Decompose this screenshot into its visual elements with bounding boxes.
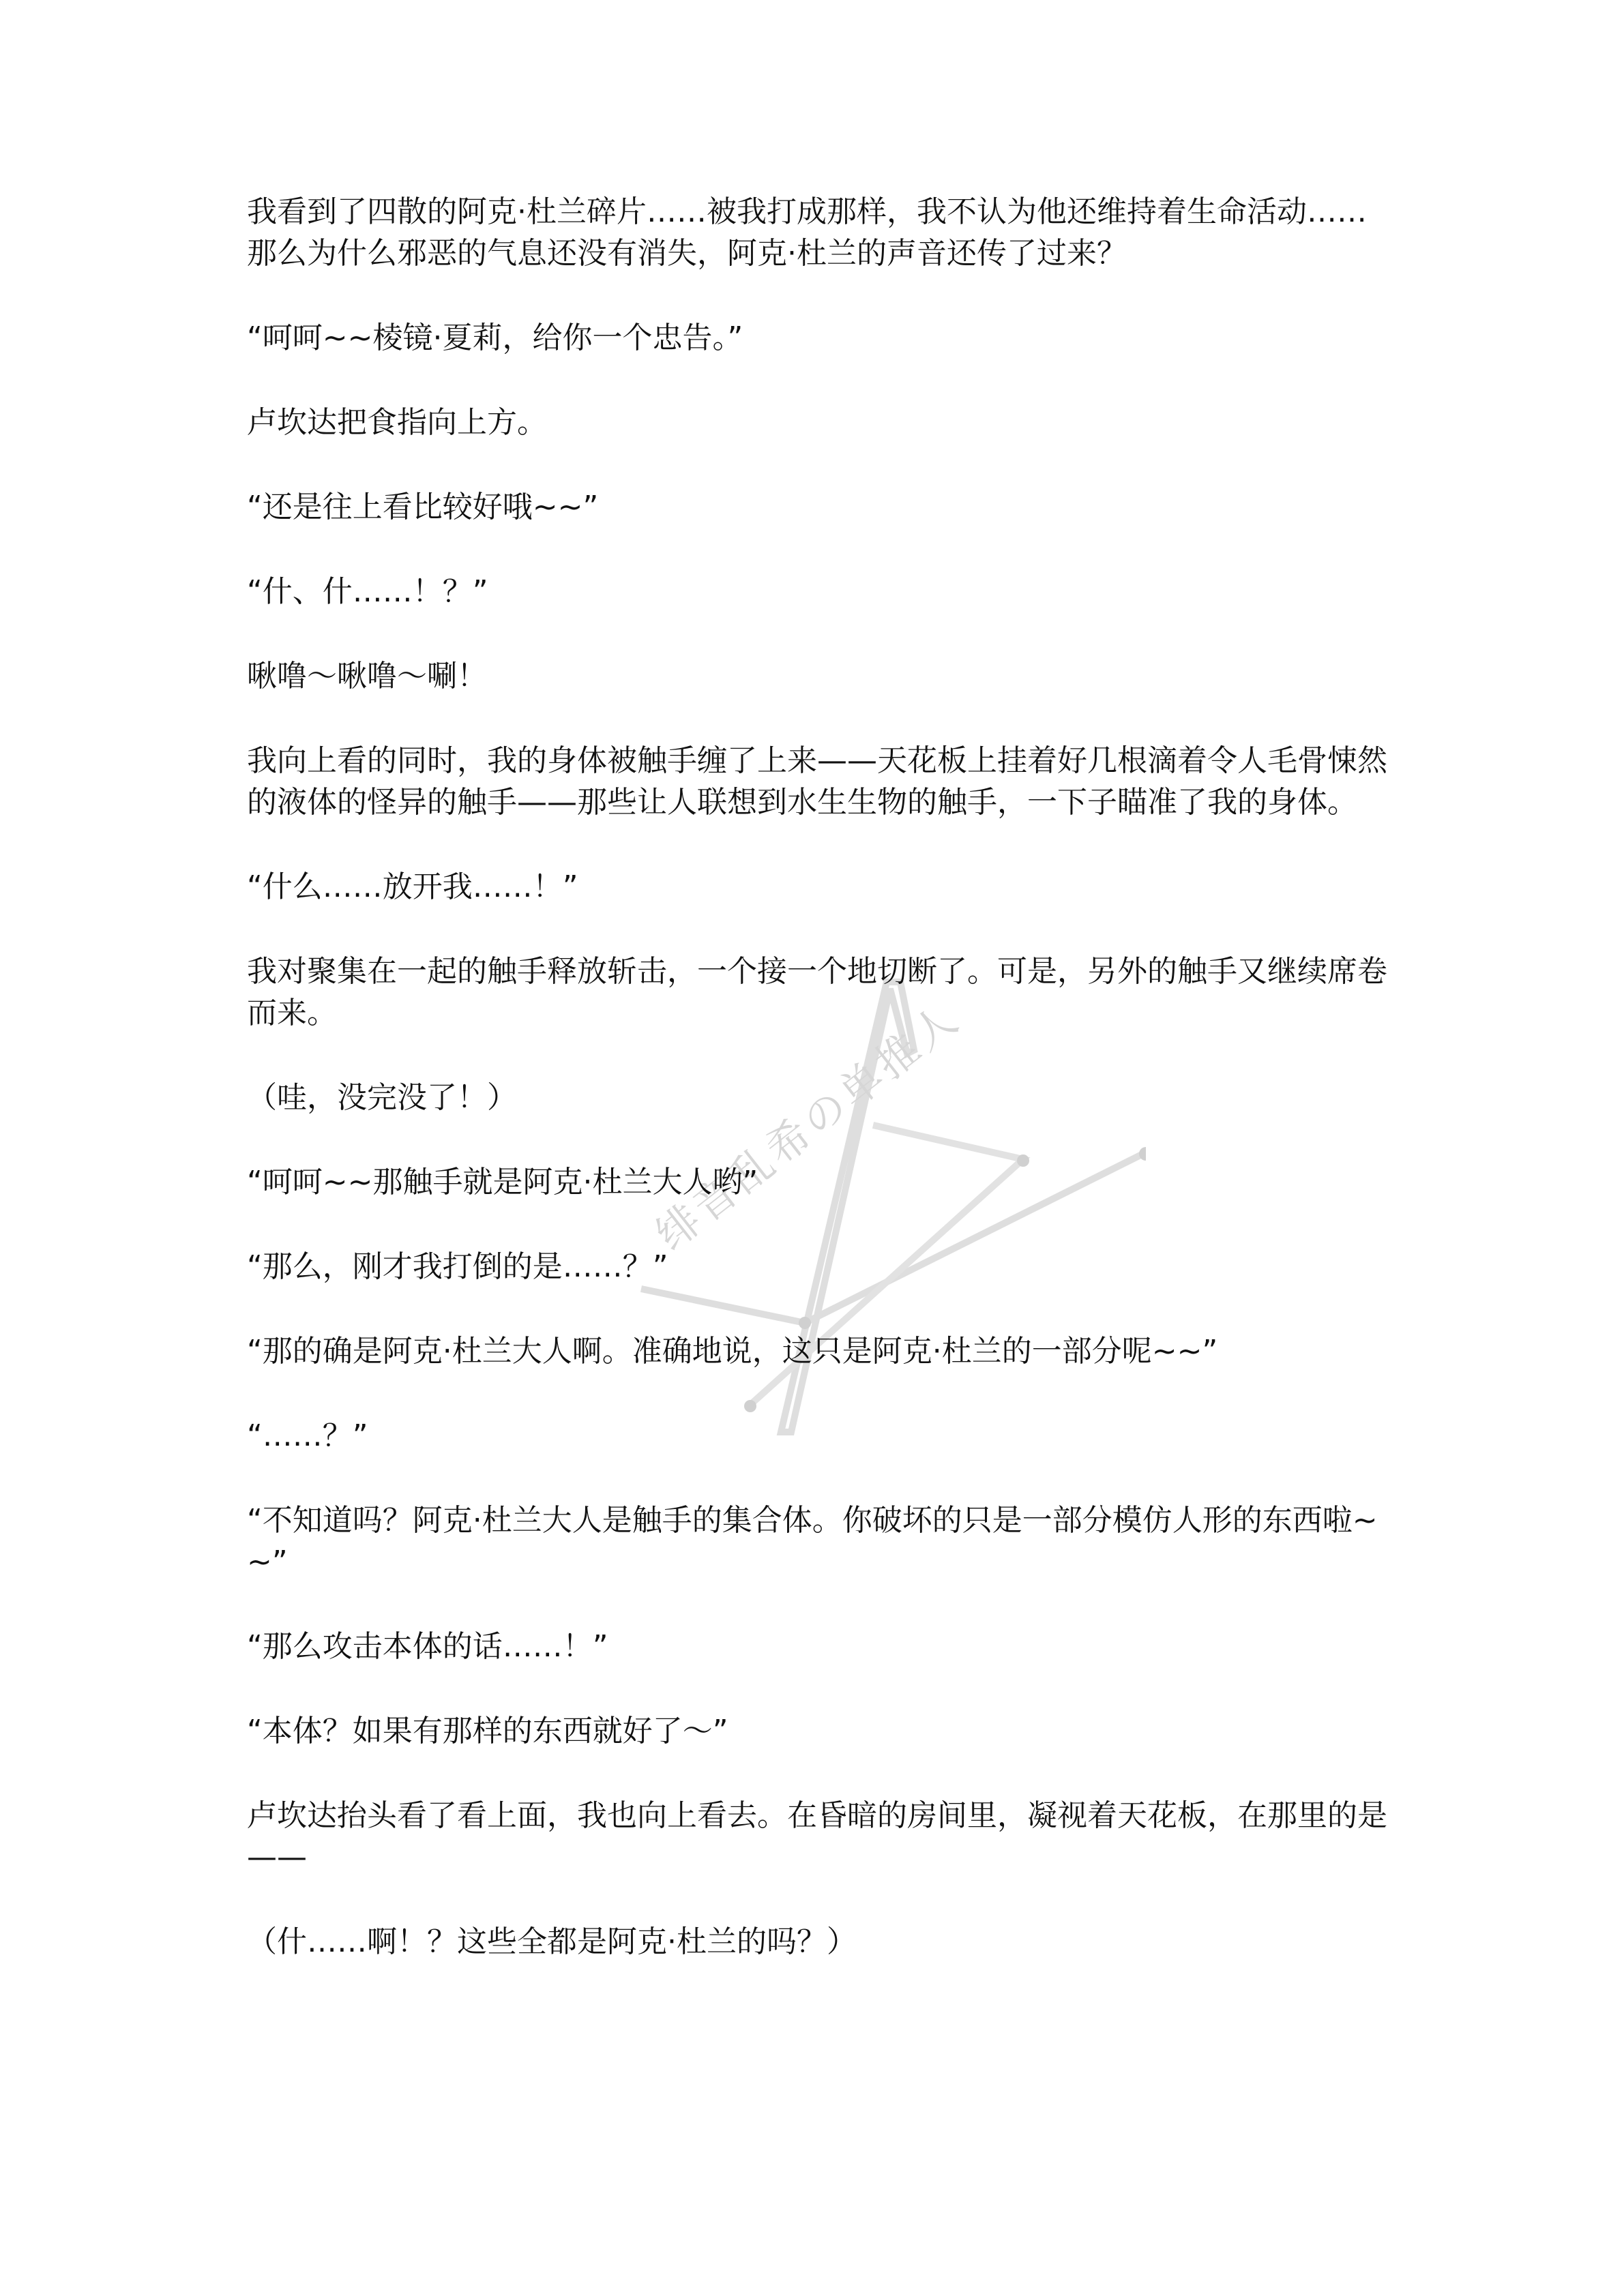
watermark-text: 绯音乱希の单推人 — [647, 992, 970, 1260]
paragraph: “那么，刚才我打倒的是……？” — [247, 1249, 668, 1284]
paragraph: “什么……放开我……！” — [247, 869, 578, 904]
paragraph: “呵呵~~那触手就是阿克·杜兰大人哟” — [247, 1165, 758, 1199]
paragraph: “呵呵~~棱镜·夏莉，给你一个忠告。” — [247, 320, 743, 355]
paragraph: “本体？如果有那样的东西就好了～” — [247, 1714, 728, 1748]
document-body — [247, 191, 1393, 1963]
paragraph: “还是往上看比较好哦~~” — [247, 490, 599, 524]
paragraph: “不知道吗？阿克·杜兰大人是触手的集合体。你破坏的只是一部分模仿人形的东西啦~~” — [247, 1503, 1378, 1579]
paragraph: 我向上看的同时，我的身体被触手缠了上来——天花板上挂着好几根滴着令人毛骨悚然的液体的怪异的触手——那些让人联想到水生生物的触手，一下子瞄准了我的身体。 — [247, 743, 1387, 820]
paragraph: 卢坎达把食指向上方。 — [247, 405, 547, 440]
paragraph: 啾噜～啾噜～唰！ — [247, 659, 487, 694]
paragraph: “那的确是阿克·杜兰大人啊。准确地说，这只是阿克·杜兰的一部分呢~~” — [247, 1334, 1218, 1369]
paragraph: 我对聚集在一起的触手释放斩击，一个接一个地切断了。可是，另外的触手又继续席卷而来。 — [247, 954, 1387, 1030]
paragraph: 卢坎达抬头看了看上面，我也向上看去。在昏暗的房间里，凝视着天花板，在那里的是—— — [247, 1798, 1387, 1875]
paragraph: （哇，没完没了！） — [247, 1080, 517, 1115]
paragraph: “……？” — [247, 1418, 368, 1453]
paragraph: 我看到了四散的阿克·杜兰碎片……被我打成那样，我不认为他还维持着生命活动……那么为什么邪恶的气息还没有消失，阿克·杜兰的声音还传了过来？ — [247, 194, 1367, 271]
paragraph: “那么攻击本体的话……！” — [247, 1629, 608, 1664]
paragraph: （什……啊！？这些全都是阿克·杜兰的吗？） — [247, 1924, 857, 1959]
paragraph: “什、什……！？” — [247, 574, 488, 609]
